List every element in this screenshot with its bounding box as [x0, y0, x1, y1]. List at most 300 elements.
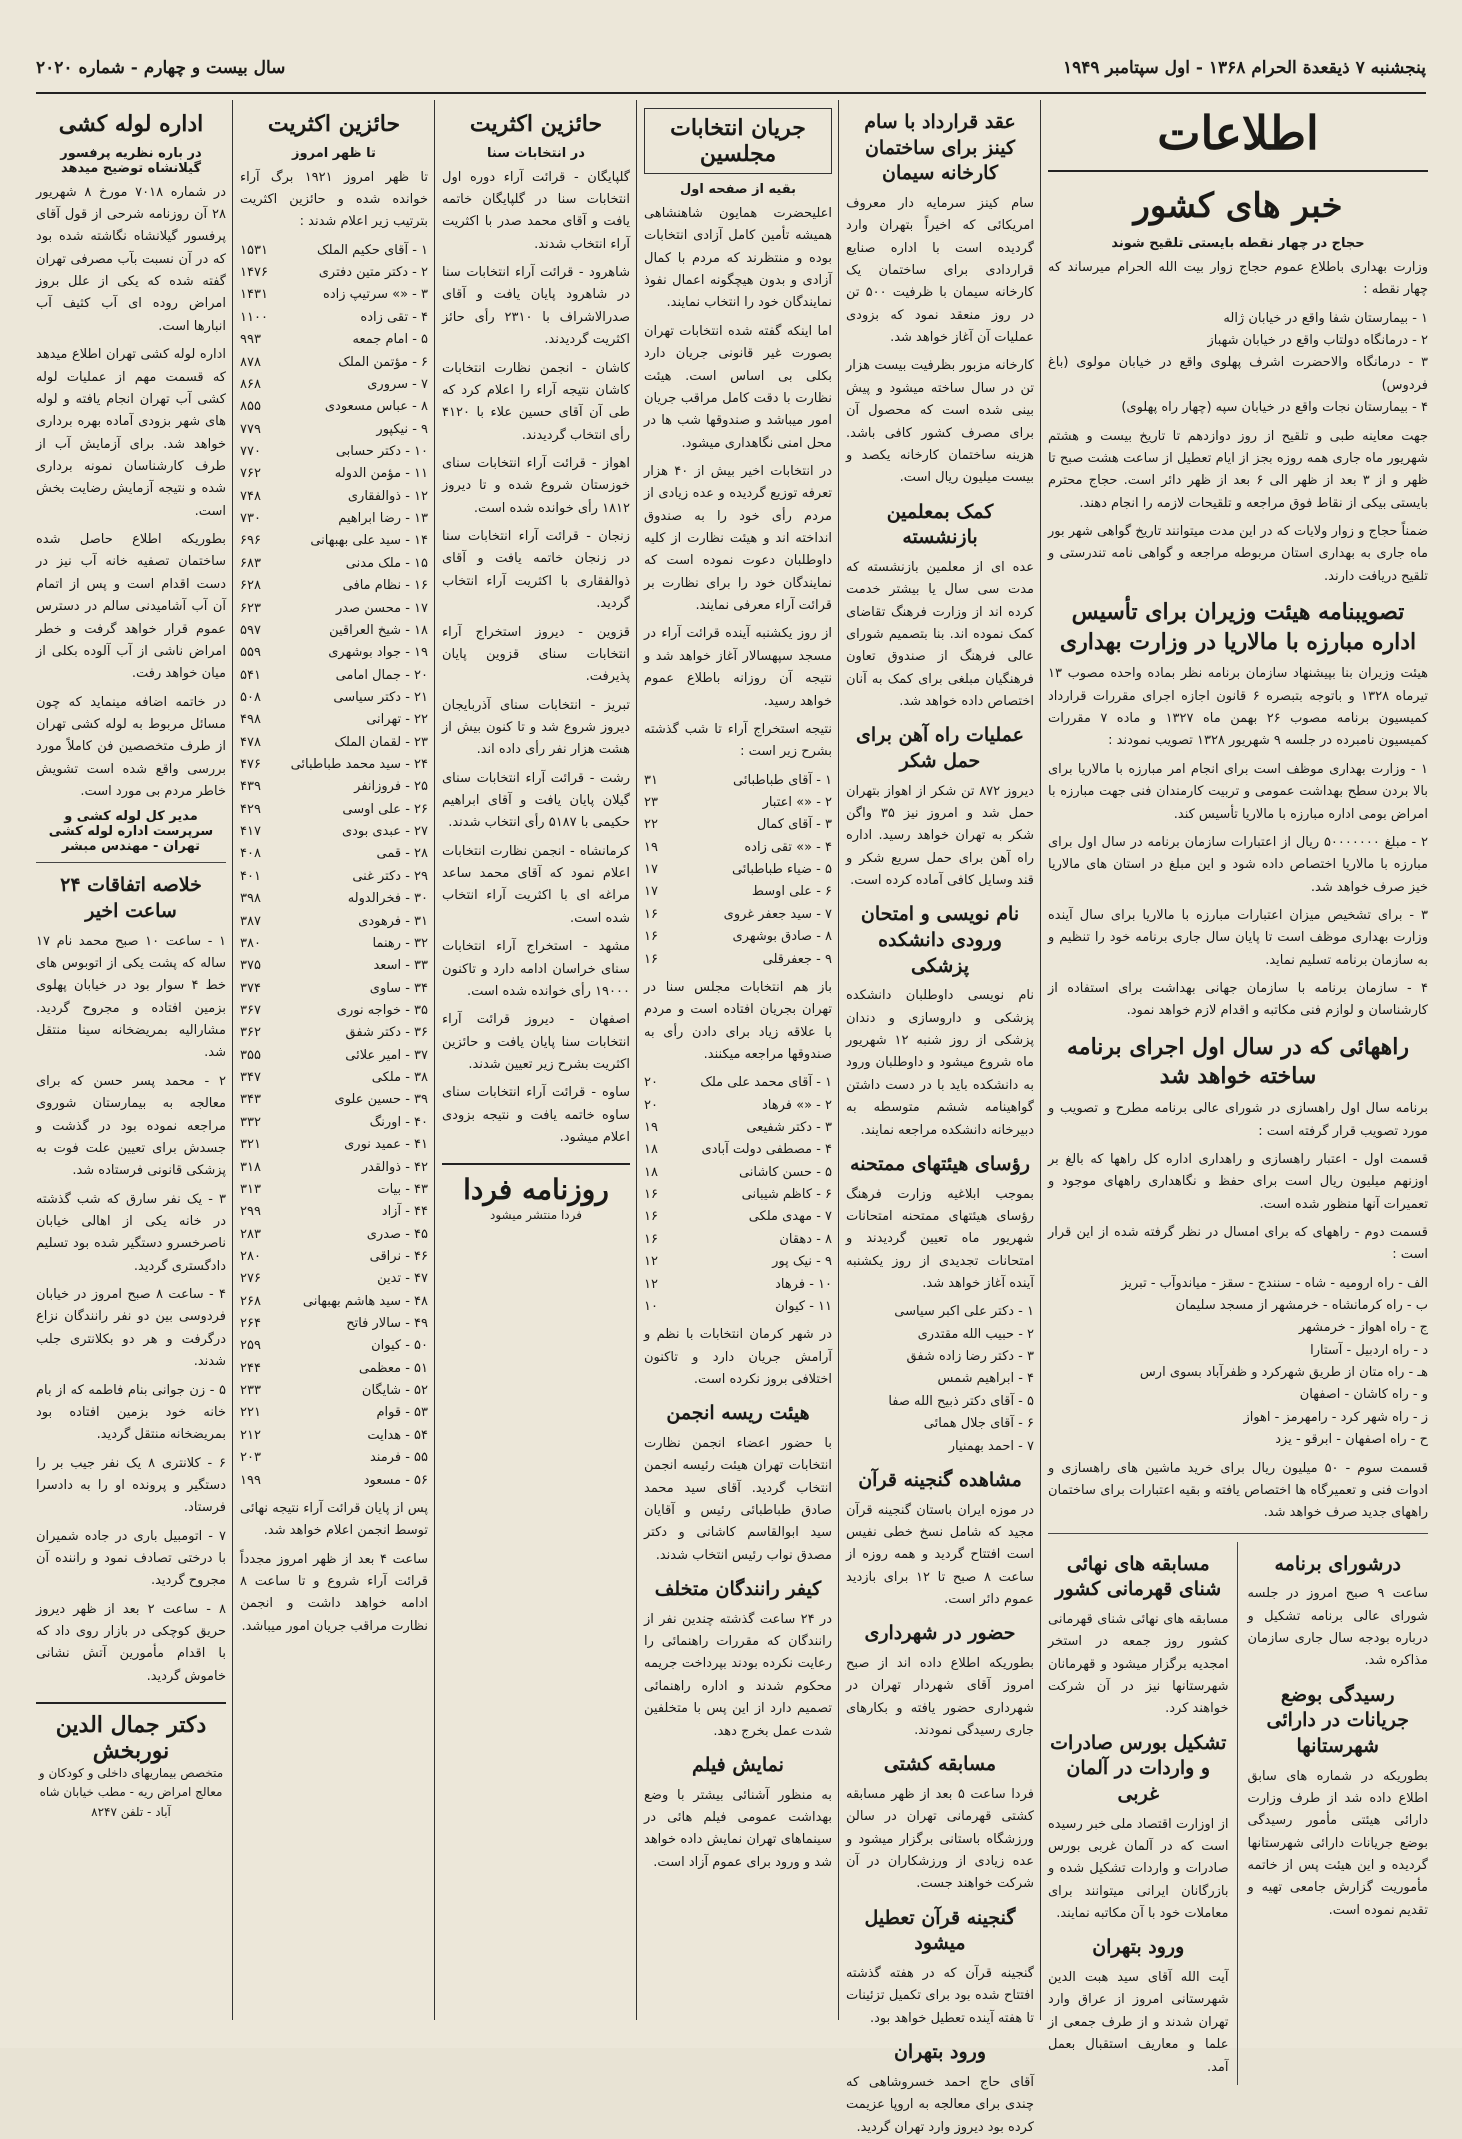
column-news-national [1048, 100, 1429, 2075]
table-row [644, 926, 832, 948]
article-text: در انتخابات اخیر بیش از ۴۰ هزار تعرفه توزیع گردیده و عده زیادی از مردم رأی خود را به صندوق انداخته اند و هیئت نظارت از کلیه داوطلبان دعوت نموده است که نمایندگان خود را برای نظارت بر قرائت آراء معرفی نمایند. [644, 463, 832, 614]
vote-count: ۳۱۳ [240, 1181, 261, 1197]
table-row [240, 486, 428, 508]
list-item: ۷ - احمد بهمنیار [948, 1438, 1034, 1454]
vote-count: ۸۷۸ [240, 354, 261, 370]
article-headline: کمک بمعلمین بازنشسته [886, 500, 994, 549]
advertisement-doctor [36, 1702, 226, 1822]
list-item: ۳ - دکتر رضا زاده شفق [906, 1349, 1034, 1365]
article-headline: گنجینه قرآن تعطیل میشود [864, 1906, 1016, 1955]
article-text: عده ای از معلمین بازنشسته که مدت سی سال یا بیشتر خدمت کرده اند از وزارت فرهنگ تقاضای کمک نموده اند. بنا بتصمیم شورای عالی فرهنگ از صندوق تعاون فرهنگیان مبلغی برای کمک به آنان اختصاص داده خواهد شد. [846, 559, 1034, 710]
table-row [240, 1224, 428, 1246]
article-text: جهت معاینه طبی و تلقیح از روز دوازدهم تا تاریخ بیست و هشتم شهریور ماه جاری همه روزه بجز از ایام تعطیل از ساعت هشت صبح تا ظهر و از ۳ بعد از ظهر الی ۶ بعد از ظهر دائر است. حجاج محترم بایستی بیکی از نقاط فوق مراجعه و تلقیحات لازمه را انجام دهند. [1048, 428, 1428, 511]
table-row [240, 1268, 428, 1290]
examiner-list [846, 1301, 1034, 1458]
article-text: تا ظهر امروز ۱۹۲۱ برگ آراء خوانده شده و حائزین اکثریت بترتیب زیر اعلام شدند : [240, 169, 428, 230]
candidate-name: ۲۰ - جمال امامی [335, 667, 428, 683]
vote-count: ۲۶۴ [240, 1316, 261, 1332]
vote-count: ۴۰۸ [240, 846, 261, 862]
candidate-name: ۱۱ - مؤمن الدوله [334, 466, 428, 482]
article-text: با حضور اعضاء انجمن نظارت انتخابات تهران هیئت رئیسه انجمن انتخاب گردید. آقای سید محمد صادق طباطبائی رئیس و آقایان سید ابوالقاسم کاشانی و دکتر مصدق نواب رئیس انتخاب شدند. [644, 1435, 832, 1563]
article-headline: مسابقه های نهائی شنای قهرمانی کشور [1055, 1552, 1222, 1601]
article-text: کارخانه مزبور بظرفیت بیست هزار تن در سال ساخته میشود و پیش بینی شده است که محصول آن برای مصرف کشور کافی باشد. هزینه ساختمان کارخانه یکصد و بیست میلیون ریال است. [846, 358, 1034, 486]
list-item: ۳ - درمانگاه والاحضرت اشرف پهلوی واقع در خیابان مولوی (باغ فردوس) [1048, 355, 1428, 393]
article-text: آقای حاج احمد خسروشاهی که چندی برای معالجه به اروپا عزیمت کرده بود دیروز وارد تهران گردید. [846, 2074, 1034, 2135]
table-row [240, 1425, 428, 1447]
article-text: بطوریکه اطلاع حاصل شده ساختمان تصفیه خانه آب نیز در دست اقدام است و پس از اتمام آن آب آشامیدنی سالم در دسترس عموم قرار خواهد گرفت و خطر امراض ناشی از آب آلوده بکلی از میان خواهد رفت. [36, 532, 226, 682]
article-text: ۸ - ساعت ۲ بعد از ظهر دیروز حریق کوچکی در بازار روی داد که با اقدام مأمورین آتش نشانی خاموش گردید. [36, 1601, 226, 1684]
candidate-name: ۲۹ - دکتر غنی [352, 868, 428, 884]
continued-note: بقیه از صفحه اول [680, 182, 796, 197]
article-headline: ورود بتهران [1092, 1936, 1185, 1959]
vote-count: ۱۶ [644, 906, 658, 922]
list-item: ۵ - آقای دکتر ذبیح الله صفا [888, 1393, 1034, 1409]
table-row [240, 374, 428, 396]
candidate-name: ۳ - «» سرتیپ زاده [323, 287, 428, 303]
table-row [644, 1184, 832, 1206]
candidate-name: ۵۰ - کیوان [371, 1338, 428, 1354]
vote-count: ۲۳ [644, 794, 658, 810]
candidate-name: ۷ - سید جعفر غروی [723, 906, 832, 922]
candidate-name: ۲۴ - سید محمد طباطبائی [290, 757, 428, 773]
vote-count: ۲۲ [644, 817, 658, 833]
vote-count: ۱۰ [644, 1298, 658, 1314]
vote-count: ۷۳۰ [240, 511, 261, 527]
vote-count: ۱۷ [644, 884, 658, 900]
table-row [240, 754, 428, 776]
article-headline: نام نویسی و امتحان ورودی دانشکده پزشکی [860, 903, 1020, 977]
vote-count: ۷۶۲ [240, 466, 261, 482]
table-row [240, 240, 428, 262]
article-text: در شماره ۷۰۱۸ مورخ ۸ شهریور ۲۸ آن روزنامه شرحی از قول آقای پرفسور گیلانشاه نگاشته شده بود که در آن نسبت بآب مصرفی تهران گفته شده که یکی از علل بروز امراض روده ای آب کثیف آب انبارها است. [36, 184, 226, 334]
candidate-name: ۵ - حسن کاشانی [738, 1164, 832, 1180]
list-item: ۱ - دکتر علی اکبر سیاسی [894, 1304, 1034, 1320]
table-row [644, 837, 832, 859]
column-water-and-incidents [36, 100, 226, 2020]
vote-count: ۱۸ [644, 1142, 658, 1158]
vote-count: ۱۴۷۶ [240, 265, 268, 281]
article-text: ۷ - اتومبیل باری در جاده شمیران با درختی تصادف نمود و راننده آن مجروح گردید. [36, 1528, 226, 1589]
article-text: پس از پایان قرائت آراء نتیجه نهائی توسط انجمن اعلام خواهد شد. [240, 1500, 428, 1539]
vote-count: ۷۷۰ [240, 444, 261, 459]
candidate-name: ۴۸ - سید هاشم بهبهانی [302, 1293, 428, 1309]
candidate-name: ۴۶ - نراقی [369, 1248, 428, 1264]
table-row [240, 1358, 428, 1380]
vote-count: ۲۹۹ [240, 1204, 261, 1220]
vote-count: ۵۴۱ [240, 667, 261, 683]
vote-count: ۲۸۳ [240, 1226, 261, 1242]
vote-count: ۲۶۸ [240, 1293, 261, 1309]
table-row [240, 284, 428, 306]
vote-count: ۱۱۰۰ [240, 309, 268, 325]
article-text: ۱ - وزارت بهداری موظف است برای انجام امر مبارزه با مالاریا برای بالا بردن سطح بهداشت عمومی و تربیت کارمندان فنی جهت مبارزه با امراض بومی اداره مبارزه با مالاریا تأسیس کند. [1048, 761, 1428, 822]
article-text: اهواز - قرائت آراء انتخابات سنای خوزستان شروع شده و تا دیروز ۱۸۱۲ رأی خوانده شده است. [442, 456, 630, 516]
divider [1048, 1533, 1428, 1534]
article-text: مشهد - استخراج آراء انتخابات سنای خراسان ادامه دارد و تاکنون ۱۹۰۰۰ رأی خوانده شده است. [442, 939, 630, 999]
vote-count: ۱۹ [644, 839, 658, 855]
article-text: به منظور آشنائی بیشتر با وضع بهداشت عمومی فیلم هائی در سینماهای تهران نمایش داده خواهد شد و ورود برای عموم آزاد است. [644, 1787, 832, 1870]
article-headline: مشاهده گنجینه قرآن [858, 1468, 1022, 1491]
article-headline: جریان انتخابات مجلسین [644, 108, 832, 174]
vote-count: ۳۸۷ [240, 913, 261, 929]
candidate-name: ۱ - آقای محمد علی ملک [700, 1075, 832, 1091]
table-row [240, 1067, 428, 1089]
candidate-name: ۶ - علی اوسط [751, 884, 832, 900]
table-row [240, 1157, 428, 1179]
candidate-name: ۴۱ - عمید نوری [344, 1137, 428, 1153]
table-row [240, 888, 428, 910]
candidate-name: ۸ - صادق بوشهری [732, 929, 832, 945]
article-text: نام نویسی داوطلبان دانشکده پزشکی و داروسازی و دندان پزشکی از روز شنبه ۱۲ شهریور ماه شروع میشود و داوطلبان ورود به دانشکده باید با در دست داشتن گواهینامه ششم متوسطه به دبیرخانه دانشکده مراجعه نمایند. [846, 988, 1034, 1138]
table-row [240, 665, 428, 687]
ad-text: متخصص بیماریهای داخلی و کودکان و معالج امراض ریه - مطب خیابان شاه آباد - تلفن ۸۲۴۷ [38, 1766, 224, 1819]
candidate-name: ۵ - ضیاء طباطبائی [731, 862, 832, 878]
vote-count: ۹۹۳ [240, 332, 261, 348]
article-text: قسمت اول - اعتبار راهسازی و راهداری اداره کل راهها که بالغ بر اوزنهم میلیون ریال است برای حفظ و نگاهداری راههای موجود و تعمیرات آنها منظور شده است. [1048, 1151, 1428, 1212]
list-item: و - راه کاشان - اصفهان [1299, 1387, 1428, 1403]
column-elections [644, 100, 832, 2020]
candidate-name: ۵۶ - مسعود [363, 1472, 428, 1488]
list-title: نتیجه استخراج آراء تا شب گذشته بشرح زیر است : [644, 721, 832, 760]
article-deck: در انتخابات سنا [487, 145, 585, 161]
vote-count: ۳۹۸ [240, 891, 261, 907]
article-headline: حائزین اکثریت [469, 111, 603, 137]
article-text: مسابقه های نهائی شنای قهرمانی کشور روز جمعه در استخر امجدیه برگزار میشود و قهرمانان شهرستانها نیز در آن شرکت خواهند کرد. [1048, 1611, 1229, 1717]
table-row [644, 904, 832, 926]
article-headline: تشکیل بورس صادرات و واردات در آلمان غربی [1050, 1731, 1227, 1805]
table-row [240, 799, 428, 821]
vote-count: ۱۶ [644, 951, 658, 967]
article-text: ساعت ۹ صبح امروز در جلسه شورای عالی برنامه تشکیل و درباره بودجه سال جاری سازمان مذاکره شد. [1247, 1586, 1428, 1669]
candidate-name: ۳۷ - امیر علائی [345, 1047, 428, 1063]
candidate-name: ۳ - دکتر شفیعی [746, 1120, 832, 1136]
article-headline: نمایش فیلم [692, 1753, 784, 1776]
table-row [644, 1072, 832, 1094]
table-row [240, 1246, 428, 1268]
candidate-name: ۸ - دهقان [779, 1231, 832, 1247]
article-text: ۴ - سازمان برنامه با سازمان جهانی بهداشت برای استفاده از کارشناسان و لوازم فنی مکاتبه و اقدام لازم خواهد نمود. [1048, 981, 1428, 1019]
table-row [644, 770, 832, 792]
article-text: در خاتمه اضافه مینماید که چون مسائل مربوط به لوله کشی تهران از طرف متخصصین فن کاملاً مورد بررسی واقع شده است تشویش خاطر مردم بی مورد است. [36, 694, 226, 800]
article-text: آیت الله آقای سید هبت الدین شهرستانی امروز از عراق وارد تهران شدند و از طرف جمعی از علما و معاریف استقبال بعمل آمد. [1048, 1970, 1229, 2075]
vote-count: ۳۴۷ [240, 1070, 261, 1086]
article-text: اصفهان - دیروز قرائت آراء انتخابات سنا پایان یافت و حائزین اکثریت بشرح زیر تعیین شدند. [442, 1012, 630, 1072]
candidate-name: ۲۲ - تهرانی [366, 712, 428, 728]
table-row [240, 1045, 428, 1067]
article-headline: حضور در شهرداری [864, 1622, 1016, 1645]
candidate-name: ۳۳ - اسعد [373, 958, 428, 974]
vote-count: ۳۱۸ [240, 1159, 261, 1175]
candidate-name: ۲۶ - علی اوسی [342, 801, 428, 817]
article-text: گنجینه قرآن که در هفته گذشته افتتاح شده بود برای تکمیل تزئینات تا هفته آینده تعطیل خواهد بود. [846, 1966, 1034, 2026]
vote-count: ۴۲۹ [240, 801, 261, 817]
table-row [240, 732, 428, 754]
candidate-name: ۵۳ - قوام [376, 1405, 428, 1421]
article-text: زنجان - قرائت آراء انتخابات سنا در زنجان خاتمه یافت و آقای ذوالفقاری با اکثریت آراء انتخاب گردید. [442, 529, 630, 612]
table-row [240, 709, 428, 731]
candidate-name: ۳۱ - فرهودی [358, 913, 428, 929]
list-item: ب - راه کرمانشاه - خرمشهر از مسجد سلیمان [1175, 1298, 1428, 1314]
candidate-name: ۷ - سروری [367, 376, 428, 392]
table-row [644, 1162, 832, 1184]
table-row [240, 1380, 428, 1402]
article-text: در شهر کرمان انتخابات با نظم و آرامش جریان دارد و تاکنون اختلافی بروز نکرده است. [644, 1327, 832, 1387]
article-text: ۲ - محمد پسر حسن که برای معالجه به بیمارستان شوروی مراجعه نموده بود در گذشت و جسدش برای تعیین علت فوت به پزشکی قانونی فرستاده شد. [36, 1073, 226, 1179]
vote-count: ۳۳۲ [240, 1114, 261, 1130]
table-row [240, 933, 428, 955]
article-text: هیئت وزیران بنا بپیشنهاد سازمان برنامه نظر بماده واحده مصوب ۱۳ تیرماه ۱۳۲۸ و باتوجه بتبصره ۶ قانون اجازه اجرای مقررات قرارداد کمیسیون برنامه مصوب ۲۶ بهمن ماه ۱۳۲۷ و ماده ۷ مقررات کمیسیون نامبرده در جلسه ۹ شهریور ۱۳۲۸ تصویب نمودند : [1048, 666, 1429, 749]
candidate-name: ۱ - آقای حکیم الملک [317, 242, 428, 258]
article-headline: اداره لوله کشی [58, 111, 204, 137]
vote-count: ۲۳۳ [240, 1383, 261, 1399]
candidate-name: ۱۲ - ذوالفقاری [347, 488, 428, 504]
article-headline: ورود بتهران [893, 2041, 987, 2064]
table-row [240, 1022, 428, 1044]
candidate-name: ۳۵ - خواجه نوری [336, 1002, 428, 1018]
vote-count: ۷۴۸ [240, 488, 261, 504]
list-item: ز - راه شهر کرد - رامهرمز - اهواز [1243, 1409, 1428, 1425]
article-deck: در باره نظریه پرفسور گیلانشاه توضیح میدهد [60, 145, 202, 176]
article-text: ۵ - زن جوانی بنام فاطمه که از بام خانه خود بزمین افتاده بود بمریضخانه منتقل گردید. [36, 1382, 226, 1443]
candidate-name: ۳ - آقای کمال [756, 817, 832, 833]
table-row [240, 1112, 428, 1134]
table-row [644, 949, 832, 971]
column-rule [232, 100, 233, 2020]
article-headline: راههائی که در سال اول اجرای برنامه ساخته خواهد شد [1067, 1033, 1409, 1090]
article-text: بموجب ابلاغیه وزارت فرهنگ رؤسای هیئتهای ممتحنه امتحانات شهریور ماه تعیین گردیدند و امتحانات تجدیدی از روز یکشنبه آینده آغاز خواهد شد. [846, 1186, 1034, 1291]
candidate-name: ۱ - آقای طباطبائی [733, 772, 832, 788]
candidate-name: ۴۷ - تدین [377, 1271, 428, 1287]
list-item: الف - راه ارومیه - شاه - سنندج - سقز - میاندوآب - تبریز [1121, 1275, 1428, 1291]
vote-table [644, 770, 832, 971]
date-line: پنجشنبه ۷ ذیقعدة الحرام ۱۳۶۸ - اول سپتامبر ۱۹۴۹ [1062, 58, 1426, 78]
vote-count: ۲۴۴ [240, 1360, 261, 1376]
table-row [240, 1335, 428, 1357]
divider [36, 862, 226, 863]
table-row [240, 1313, 428, 1335]
article-text: ۶ - کلانتری ۸ یک نفر جیب بر را دستگیر و پرونده او را به دادسرا فرستاد. [36, 1455, 226, 1516]
table-row [240, 1179, 428, 1201]
candidate-name: ۴۵ - صدری [366, 1226, 428, 1242]
table-row [644, 1206, 832, 1228]
candidate-name: ۲۵ - فروزانفر [354, 779, 428, 795]
candidate-name: ۹ - نیک پور [772, 1254, 832, 1270]
vote-count: ۲۰۳ [240, 1450, 261, 1466]
clinic-list [1048, 308, 1428, 420]
table-row [644, 1117, 832, 1139]
vote-count: ۳۶۷ [240, 1002, 261, 1018]
article-text: از روز یکشنبه آینده قرائت آراء در مسجد سپهسالار آغاز خواهد شد و نتیجه آن روزانه باطلاع عموم خواهد رسید. [644, 626, 832, 709]
vote-count: ۲۰ [644, 1097, 658, 1113]
table-row [644, 792, 832, 814]
candidate-name: ۱۴ - سید علی بهبهانی [310, 533, 428, 549]
candidate-name: ۲ - «» اعتبار [762, 794, 832, 810]
list-item: ۴ - ابراهیم شمس [937, 1371, 1034, 1387]
vote-count: ۶۸۳ [240, 555, 261, 571]
signature: مدیر کل لوله کشی و سرپرست اداره لوله کشی تهران - مهندس مبشر [48, 809, 214, 855]
table-row [240, 911, 428, 933]
table-row [240, 1201, 428, 1223]
article-deck: تا ظهر امروز [292, 145, 376, 161]
article-text: قزوین - دیروز استخراج آراء انتخابات سنای قزوین پایان پذیرفت. [442, 624, 630, 685]
candidate-name: ۱۱ - کیوان [775, 1298, 832, 1314]
candidate-name: ۵۲ - شایگان [361, 1383, 428, 1399]
vote-count: ۱۵۳۱ [240, 242, 268, 258]
article-text: برنامه سال اول راهسازی در شورای عالی برنامه مطرح و تصویب و مورد تصویب قرار گرفته است : [1048, 1101, 1428, 1139]
road-list [1048, 1273, 1428, 1452]
candidate-name: ۱۸ - شیخ العراقین [329, 622, 428, 638]
vote-count: ۳۴۳ [240, 1092, 261, 1108]
lower-right-column [1248, 1542, 1429, 2085]
article-text: ۱ - ساعت ۱۰ صبح محمد نام ۱۷ ساله که پشت یکی از اتوبوس های خط ۴ سوار بود در خیابان پهلوی بزمین افتاده و مجروح گردید. مشارالیه بمریضخانه سینا منتقل شد. [36, 933, 226, 1061]
vote-count: ۲۸۰ [240, 1248, 261, 1264]
vote-table [240, 240, 428, 1492]
table-row [240, 307, 428, 329]
candidate-name: ۲ - دکتر متین دفتری [318, 265, 428, 281]
issue-line: سال بیست و چهارم - شماره ۲۰۲۰ [36, 58, 286, 78]
article-text: ضمناً حجاج و زوار ولایات که در این مدت میتوانند تاریخ گواهی شهر بور ماه جاری به بهداری استان مربوطه مراجعه و گواهی نامه تندرستی و تلقیح دریافت دارند. [1048, 523, 1428, 584]
vote-count: ۴۷۸ [240, 734, 261, 750]
candidate-name: ۴۰ - اورنگ [369, 1114, 428, 1130]
vote-count: ۱۸ [644, 1164, 658, 1180]
candidate-name: ۱۶ - نظام مافی [342, 578, 428, 594]
vote-count: ۴۷۶ [240, 757, 261, 773]
table-row [240, 955, 428, 977]
article-text: قسمت سوم - ۵۰ میلیون ریال برای خرید ماشین های راهسازی و ادوات فنی و تعمیرگاه ها اختصاص یافته و بقیه اعتبارات برای ساختمان راههای جدید صرف خواهد شد. [1048, 1460, 1428, 1521]
candidate-name: ۴۴ - آزاد [381, 1204, 428, 1220]
article-text: قسمت دوم - راههای که برای امسال در نظر گرفته شده از این قرار است : [1048, 1224, 1428, 1263]
vote-count: ۳۲۱ [240, 1137, 261, 1153]
article-text: بطوریکه اطلاع داده اند از صبح امروز آقای شهردار تهران در شهرداری حضور یافته و بکارهای جاری رسیدگی نمودند. [846, 1655, 1034, 1739]
vote-count: ۱۲ [644, 1254, 658, 1270]
vote-table [644, 1072, 832, 1318]
vote-count: ۴۱۷ [240, 824, 261, 840]
table-row [240, 463, 428, 485]
article-headline: رؤسای هیئتهای ممتحنه [850, 1152, 1030, 1175]
candidate-name: ۴۳ - بیات [377, 1181, 428, 1197]
candidate-name: ۱۹ - جواد بوشهری [328, 645, 428, 661]
candidate-name: ۴۹ - سالار فاتح [346, 1316, 428, 1332]
table-row [240, 1134, 428, 1156]
candidate-name: ۷ - مهدی ملکی [748, 1209, 832, 1225]
vote-count: ۴۹۸ [240, 712, 261, 728]
candidate-name: ۹ - نیکپور [376, 421, 428, 437]
article-text: سام کینز سرمایه دار معروف امریکائی که اخیراً بتهران وارد گردیده است با اداره صنایع قراردادی برای ساختمان یک کارخانه سیمان با ظرفیت ۵۰۰ تن در روز منعقد نمود که بزودی عملیات آن آغاز خواهد شد. [846, 195, 1034, 346]
vote-count: ۱۹۹ [240, 1472, 261, 1488]
article-text: اما اینکه گفته شده انتخابات تهران بصورت غیر قانونی جریان دارد بکلی بی اساس است. هیئت نظارت با دقت کامل مراقب جریان امور میباشد و صندوقها شب ها در محل امنی نگاهداری میشود. [644, 323, 832, 451]
article-text: ساوه - قرائت آراء انتخابات سنای ساوه خاتمه یافت و نتیجه بزودی اعلام میشود. [442, 1085, 630, 1146]
table-row [240, 598, 428, 620]
article-text: فردا ساعت ۵ بعد از ظهر مسابقه کشتی قهرمانی تهران در سالن ورزشگاه باستانی برگزار میشود و عده زیادی از ورزشکاران در آن شرکت خواهند جست. [846, 1787, 1034, 1892]
candidate-name: ۵۵ - فرمند [369, 1450, 428, 1466]
article-headline: عملیات راه آهن برای حمل شکر [856, 724, 1024, 773]
article-text: ساعت ۴ بعد از ظهر امروز مجدداً قرائت آراء شروع و تا ساعت ۸ ادامه خواهد داشت و انجمن نظارت مراقب جریان امور میباشد. [240, 1551, 428, 1634]
column-senate-results [442, 100, 630, 2020]
vote-count: ۳۸۰ [240, 935, 261, 951]
vote-count: ۱۲ [644, 1276, 658, 1292]
column-rule [636, 100, 637, 2020]
vote-count: ۲۷۶ [240, 1271, 261, 1287]
candidate-name: ۴۲ - ذوالقدر [361, 1159, 428, 1175]
article-text: ۳ - یک نفر سارق که شب گذشته در خانه یکی از اهالی خیابان ناصرخسرو دستگیر شده بود تسلیم دادگستری گردید. [36, 1191, 226, 1274]
column-news-2 [846, 100, 1034, 2135]
article-text: شاهرود - قرائت آراء انتخابات سنا در شاهرود پایان یافت و آقای صدرالاشراف با ۲۳۱۰ رأی حائز اکثریت گردیدند. [442, 265, 630, 348]
article-text: در ۲۴ ساعت گذشته چندین نفر از رانندگان که مقررات راهنمائی را رعایت نکرده بودند بپرداخت جریمه محکوم شدند و اداره راهنمائی تصمیم دارد از این پس با متخلفین شدت عمل بخرج دهد. [644, 1611, 833, 1739]
article-headline: عقد قرارداد با سام کینز برای ساختمان کارخانه سیمان [864, 111, 1016, 185]
article-headline: خلاصه اتفاقات ۲۴ ساعت اخیر [60, 874, 202, 923]
candidate-name: ۴ - مصطفی دولت آبادی [701, 1142, 832, 1158]
list-item: ح - راه اصفهان - ابرقو - یزد [1275, 1432, 1428, 1448]
table-row [240, 441, 428, 463]
table-row [240, 843, 428, 865]
table-row [240, 642, 428, 664]
article-headline: رسیدگی بوضع جریانات در دارائی شهرستانها [1266, 1683, 1409, 1757]
candidate-name: ۶ - مؤتمن الملک [338, 354, 428, 370]
table-row [240, 1291, 428, 1313]
candidate-name: ۳۰ - فخرالدوله [347, 891, 428, 907]
vote-count: ۳۶۲ [240, 1025, 261, 1041]
table-row [644, 1274, 832, 1296]
table-row [240, 1447, 428, 1469]
article-headline: حائزین اکثریت [267, 111, 401, 137]
article-text: ۴ - ساعت ۸ صبح امروز در خیابان فردوسی بین دو نفر رانندگان نزاع درگرفت و هر دو بکلانتری جلب شدند. [36, 1287, 226, 1370]
table-row [240, 1402, 428, 1424]
vote-count: ۱۶ [644, 1231, 658, 1247]
table-row [240, 530, 428, 552]
table-row [644, 859, 832, 881]
table-row [240, 262, 428, 284]
vote-count: ۲۲۱ [240, 1405, 261, 1421]
vote-count: ۱۹ [644, 1120, 658, 1136]
table-row [240, 419, 428, 441]
vote-count: ۷۷۹ [240, 421, 261, 437]
table-row [240, 553, 428, 575]
lower-split [1048, 1542, 1428, 2085]
table-row [240, 866, 428, 888]
column-tehran-results [240, 100, 428, 2020]
lower-left-column [1048, 1542, 1238, 2085]
article-text: اداره لوله کشی تهران اطلاع میدهد که قسمت مهم از عملیات لوله کشی آب تهران انجام یافته و لوله های شهر بزودی آماده بهره برداری خواهد شد. برای آزمایش آب از طرف کارشناسان نمونه برداری شده و نتیجه آزمایش رضایت بخش است. [36, 347, 226, 519]
article-text: وزارت بهداری باطلاع عموم حجاج زوار بیت الله الحرام میرساند که چهار نقطه : [1048, 260, 1428, 298]
article-text: کاشان - انجمن نظارت انتخابات کاشان نتیجه آراء را اعلام کرد که طی آن آقای حسین علاء با ۴۱۲۰ رأی انتخاب گردیدند. [442, 360, 630, 443]
article-text: از اوزارت اقتصاد ملی خبر رسیده است که در آلمان غربی بورس صادرات و واردات تشکیل شده و بازرگانان ایرانی میتوانند برای معاملات خود با آن مکاتبه نمایند. [1048, 1816, 1229, 1922]
candidate-name: ۴ - «» تقی زاده [744, 839, 832, 855]
table-row [240, 1000, 428, 1022]
list-item: ۲ - درمانگاه دولتاب واقع در خیابان شهباز [1207, 333, 1428, 349]
table-row [240, 1089, 428, 1111]
vote-count: ۳۷۴ [240, 980, 261, 996]
article-headline: تصویبنامه هیئت وزیران برای تأسیس اداره مبارزه با مالاریا در وزارت بهداری [1059, 599, 1417, 655]
candidate-name: ۲ - «» فرهاد [762, 1097, 832, 1113]
list-item: ۶ - آقای جلال همائی [923, 1416, 1034, 1432]
ad-title: دکتر جمال الدین نوربخش [55, 1712, 207, 1765]
table-row [644, 1139, 832, 1161]
candidate-name: ۵۴ - هدایت [367, 1427, 428, 1443]
list-item: ج - راه اهواز - خرمشهر [1298, 1320, 1428, 1336]
article-headline: کیفر رانندگان متخلف [654, 1578, 822, 1601]
vote-count: ۶۹۶ [240, 533, 261, 549]
table-row [644, 1095, 832, 1117]
list-item: ۱ - بیمارستان شفا واقع در خیابان ژاله [1223, 310, 1428, 326]
article-text: دیروز ۸۷۲ تن شکر از اهواز بتهران حمل شد و امروز نیز ۳۵ واگن شکر به تهران خواهد رسید. اداره راه آهن برای حمل سریع شکر و قند وسایل کافی آماده کرده است. [846, 783, 1034, 889]
vote-count: ۵۰۸ [240, 689, 261, 705]
article-text: ۳ - برای تشخیص میزان اعتبارات مبارزه با مالاریا برای سال آینده وزارت بهداری موظف است تا پایان سال جاری برنامه خود را تنظیم و به سازمان برنامه تسلیم نماید. [1048, 908, 1428, 968]
newspaper-logo: اطلاعات [1048, 100, 1428, 172]
vote-count: ۲۱۲ [240, 1427, 261, 1443]
article-headline: مسابقه کشتی [883, 1753, 997, 1776]
table-row [240, 396, 428, 418]
table-row [240, 1470, 428, 1492]
